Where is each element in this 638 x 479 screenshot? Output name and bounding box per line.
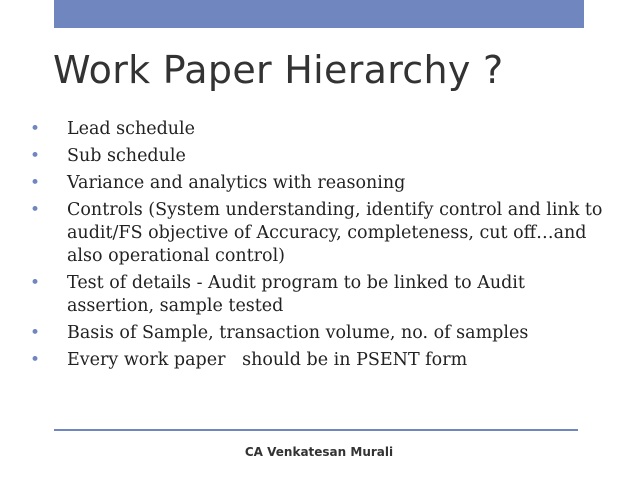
footer-divider	[54, 429, 578, 431]
bullet-item	[30, 145, 605, 168]
bullet-item	[30, 322, 605, 345]
bullet-text: Test of details - Audit program to be linked to Audit assertion, sample tested	[67, 273, 531, 316]
bullet-list	[30, 118, 609, 376]
bullet-text: Basis of Sample, transaction volume, no. of samples	[67, 323, 529, 343]
slide-title: Work Paper Hierarchy ?	[53, 48, 504, 92]
bullet-icon: •	[30, 119, 41, 139]
bullet-icon: •	[30, 323, 41, 343]
bullet-text: Sub schedule	[67, 146, 186, 166]
bullet-icon: •	[30, 146, 41, 166]
bullet-icon: •	[30, 350, 41, 370]
bullet-text: Controls (System understanding, identify control and link to audit/FS objective of Accuracy, completeness, cut off…and also operational control)	[67, 200, 609, 266]
bullet-text: Lead schedule	[67, 119, 196, 139]
bullet-icon: •	[30, 273, 41, 293]
bullet-icon: •	[30, 200, 41, 220]
bullet-icon: •	[30, 173, 41, 193]
bullet-item	[30, 272, 605, 318]
top-accent-bar	[54, 0, 584, 28]
bullet-item	[30, 118, 605, 141]
bullet-text: Variance and analytics with reasoning	[67, 173, 406, 193]
bullet-item	[30, 199, 609, 268]
footer-author: CA Venkatesan Murali	[244, 445, 394, 459]
bullet-text: Every work paper should be in PSENT form	[67, 350, 468, 370]
bullet-item	[30, 349, 605, 372]
bullet-item	[30, 172, 605, 195]
